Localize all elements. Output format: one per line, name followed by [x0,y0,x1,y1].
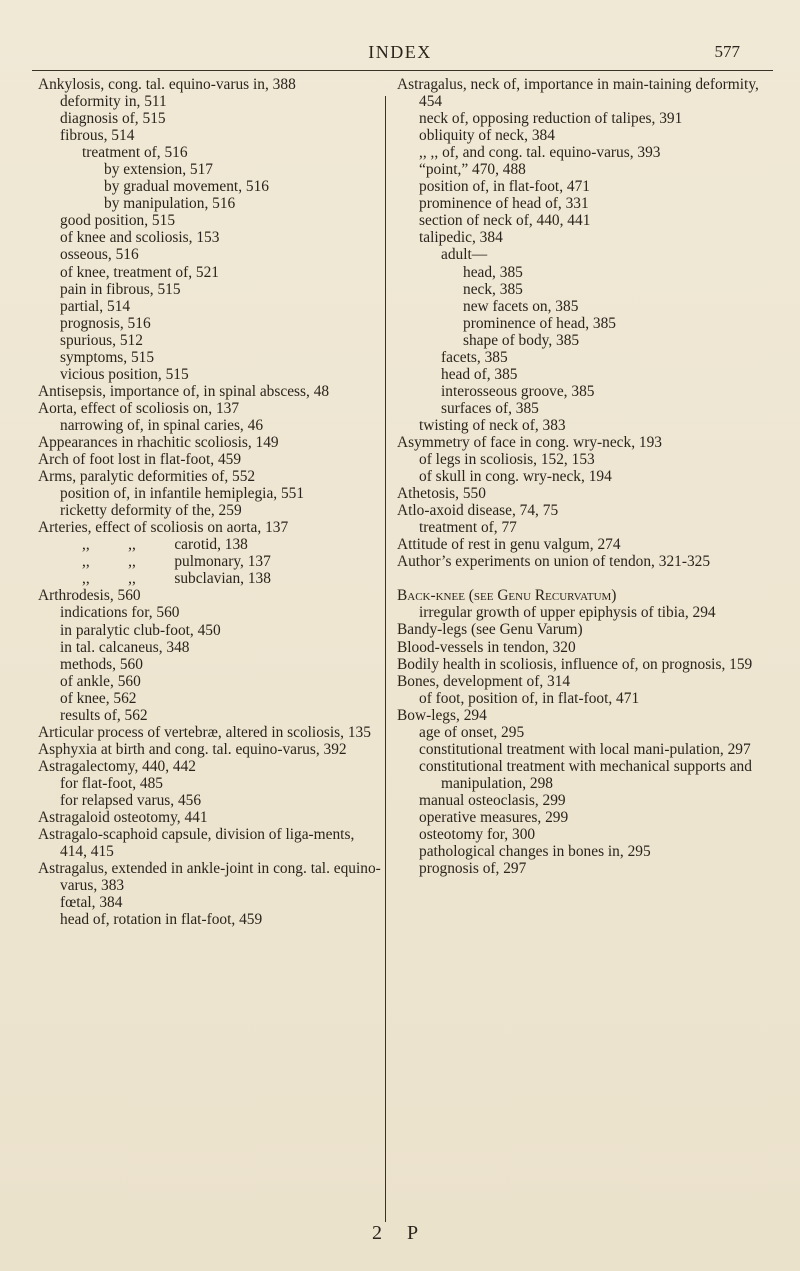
column-divider [385,96,386,1222]
index-entry: of foot, position of, in flat-foot, 471 [419,689,640,707]
index-entry: Astragalo-scaphoid capsule, division of liga-ments, 414, 415 [38,826,355,861]
index-entry: for relapsed varus, 456 [60,791,202,809]
index-entry: osteotomy for, 300 [419,826,536,844]
index-entry: talipedic, 384 [419,229,503,247]
index-entry: prognosis, 516 [60,314,151,332]
index-entry: Attitude of rest in genu valgum, 274 [397,536,621,554]
index-entry: results of, 562 [60,706,148,724]
index-entry: facets, 385 [441,348,508,366]
index-entry: neck, 385 [463,280,523,298]
index-entry: surfaces of, 385 [441,399,539,417]
index-entry: head of, rotation in flat-foot, 459 [60,911,263,929]
page-number: 577 [714,42,740,61]
index-entry: fœtal, 384 [60,894,123,912]
index-entry: ,, ,, carotid, 138 [82,536,248,554]
index-entry: by manipulation, 516 [104,195,236,213]
index-entry: pain in fibrous, 515 [60,280,181,298]
index-entry: by extension, 517 [104,161,214,179]
index-entry: Antisepsis, importance of, in spinal abscess, 48 [38,382,330,400]
signature-mark: 2 P [371,1222,429,1244]
index-entry: narrowing of, in spinal caries, 46 [60,416,264,434]
index-entry: Bow-legs, 294 [397,706,487,724]
index-entry: partial, 514 [60,297,131,315]
index-entry: age of onset, 295 [419,723,525,741]
index-entry: section of neck of, 440, 441 [419,212,591,230]
index-entry: operative measures, 299 [419,808,569,826]
index-entry: methods, 560 [60,655,143,673]
index-entry: prognosis of, 297 [419,860,527,878]
index-entry: in paralytic club-foot, 450 [60,621,221,639]
index-entry: Back-knee (see Genu Recurvatum) [397,587,617,605]
index-entry: constitutional treatment with local mani-pulation, 297 [419,740,751,758]
index-entry: for flat-foot, 485 [60,774,163,792]
index-entry: of knee, 562 [60,689,137,707]
index-entry: obliquity of neck, 384 [419,127,555,145]
index-entry: new facets on, 385 [463,297,579,315]
index-entry: vicious position, 515 [60,365,189,383]
index-entry: Aorta, effect of scoliosis on, 137 [38,399,240,417]
index-entry: of ankle, 560 [60,672,141,690]
index-entry: deformity in, 511 [60,93,167,111]
index-entry: treatment of, 77 [419,519,517,537]
index-entry: Bones, development of, 314 [397,672,571,690]
index-entry: Astragaloid osteotomy, 441 [38,809,208,827]
index-entry: Athetosis, 550 [397,485,486,503]
index-entry: Atlo-axoid disease, 74, 75 [397,502,559,520]
index-entry: ,, ,, subclavian, 138 [82,570,271,588]
index-entry: manual osteoclasis, 299 [419,791,566,809]
index-entry: ricketty deformity of the, 259 [60,502,242,520]
index-entry: Arthrodesis, 560 [38,587,141,605]
section-gap [397,570,759,587]
index-entry: position of, in infantile hemiplegia, 551 [60,485,305,503]
index-entry: neck of, opposing reduction of talipes, 391 [419,110,683,128]
index-entry: of legs in scoliosis, 152, 153 [419,451,595,469]
index-entry: irregular growth of upper epiphysis of tibia, 294 [419,604,716,622]
index-entry: position of, in flat-foot, 471 [419,178,590,196]
index-entry: by gradual movement, 516 [104,178,269,196]
index-entry: treatment of, 516 [82,144,188,162]
index-entry: symptoms, 515 [60,348,155,366]
running-head [0,42,800,66]
running-title: INDEX [368,42,432,62]
index-entry: ,, ,, of, and cong. tal. equino-varus, 393 [419,144,661,162]
index-entry: prominence of head, 385 [463,314,616,332]
index-entry: head, 385 [463,263,523,281]
index-entry: Author’s experiments on union of tendon, 321-325 [397,553,711,571]
index-entry: pathological changes in bones in, 295 [419,843,651,861]
index-entry: Bodily health in scoliosis, influence of, on prognosis, 159 [397,655,753,673]
left-index-column [38,76,383,928]
index-entry: Blood-vessels in tendon, 320 [397,638,576,656]
index-entry: Arteries, effect of scoliosis on aorta, 137 [38,519,289,537]
index-entry: constitutional treatment with mechanical supports and manipulation, 298 [419,757,752,792]
right-index-column [397,76,759,877]
index-entry: head of, 385 [441,365,518,383]
index-entry: of knee, treatment of, 521 [60,263,219,281]
index-entry: ,, ,, pulmonary, 137 [82,553,271,571]
index-entry: “point,” 470, 488 [419,161,526,179]
index-entry: Bandy-legs (see Genu Varum) [397,621,583,639]
index-entry: prominence of head of, 331 [419,195,589,213]
index-entry: osseous, 516 [60,246,139,264]
index-entry: twisting of neck of, 383 [419,416,566,434]
index-entry: Astragalus, neck of, importance in main-taining deformity, 454 [397,76,759,111]
index-entry: Astragalectomy, 440, 442 [38,757,197,775]
index-entry: diagnosis of, 515 [60,110,166,128]
index-entry: interosseous groove, 385 [441,382,595,400]
index-entry: Arch of foot lost in flat-foot, 459 [38,451,242,469]
header-rule [32,70,773,71]
index-entry: Arms, paralytic deformities of, 552 [38,468,256,486]
index-entry: of skull in cong. wry-neck, 194 [419,468,612,486]
index-entry: Articular process of vertebræ, altered in scoliosis, 135 [38,723,371,741]
index-entry: indications for, 560 [60,604,180,622]
index-entry: shape of body, 385 [463,331,580,349]
index-entry: fibrous, 514 [60,127,135,145]
index-entry: adult— [441,246,488,264]
index-entry: Asphyxia at birth and cong. tal. equino-varus, 392 [38,740,347,758]
index-entry: Ankylosis, cong. tal. equino-varus in, 388 [38,76,296,93]
index-entry: Appearances in rhachitic scoliosis, 149 [38,433,279,451]
index-entry: in tal. calcaneus, 348 [60,638,190,656]
index-entry: spurious, 512 [60,331,143,349]
index-entry: Asymmetry of face in cong. wry-neck, 193 [397,433,662,451]
index-entry: good position, 515 [60,212,176,230]
index-entry: Astragalus, extended in ankle-joint in cong. tal. equino-varus, 383 [38,860,381,895]
index-entry: of knee and scoliosis, 153 [60,229,220,247]
